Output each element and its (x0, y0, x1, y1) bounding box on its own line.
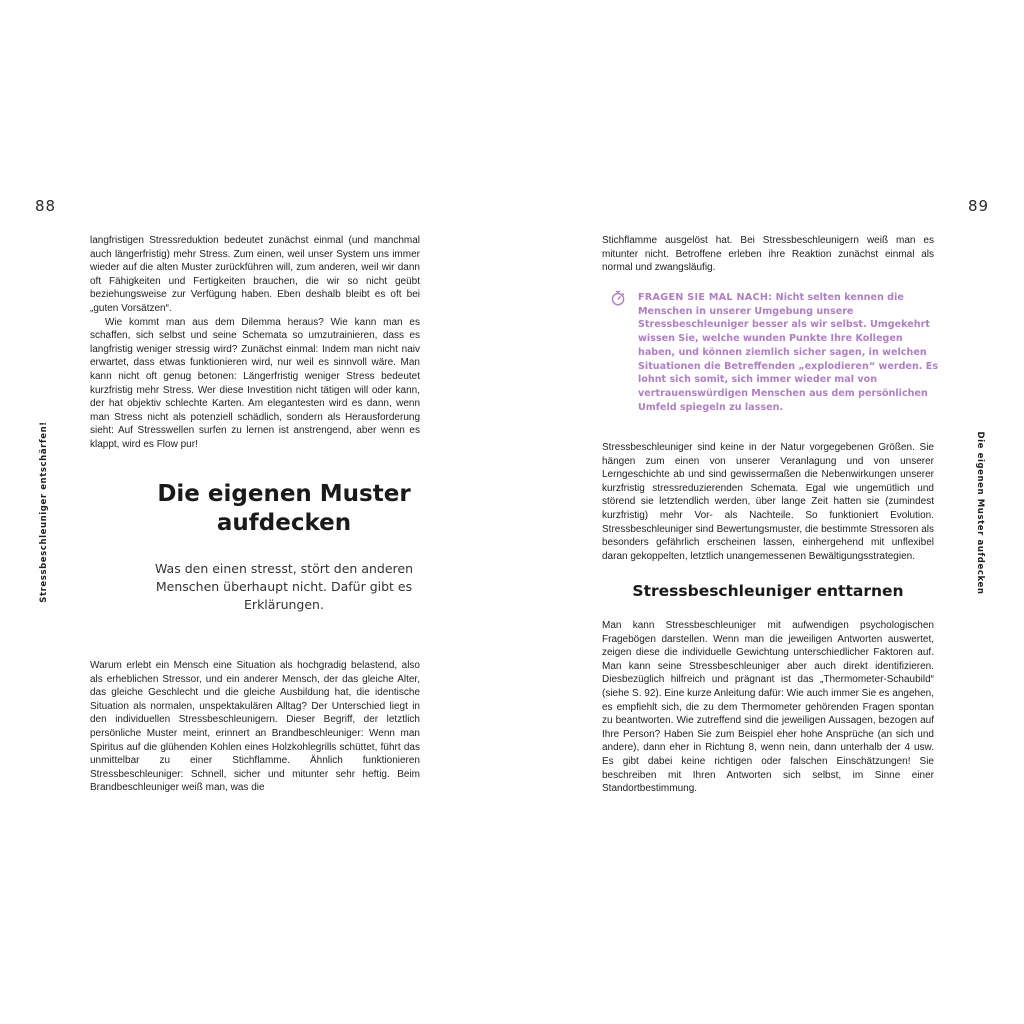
left-column-top (90, 234, 420, 452)
left-column-bottom (90, 659, 420, 795)
left-paragraph-2: Wie kommt man aus dem Dilemma heraus? Wie kann man es schaffen, sich selbst und seine Schemata so umzutrainieren, dass es langfristig weniger stressig wird? Zunächst einmal: Indem man nicht naiv erwartet, dass etwas funktionieren wird, nur weil es sinnvoll wäre. Man kann nicht oft genug betonen: Längerfristig weniger Stress bedeutet kurzfristig mehr Stress. Wer diese Investition nicht tätigen will oder kann, der hat objektiv schlechte Karten. Am elegantesten wird es dann, wenn man Stress nicht als potenziell schädlich, sondern als Herausforderung sieht: Auf Stresswellen surfen zu lernen ist anstrengend, aber wenn es klappt, wird es Flow pur! (90, 316, 420, 450)
page-number-left: 88 (35, 197, 57, 215)
right-column-top (602, 234, 934, 275)
running-head-right: Die eigenen Muster aufdecken (975, 431, 985, 595)
section-heading: Stressbeschleuniger enttarnen (632, 582, 904, 600)
running-head-left: Stressbeschleuniger entschärfen! (39, 421, 49, 603)
tip-text (638, 291, 940, 414)
chapter-lead: Was den einen stresst, stört den anderen Menschen überhaupt nicht. Dafür gibt es Erklärungen. (154, 561, 414, 612)
left-paragraph-3: Warum erlebt ein Mensch eine Situation als hochgradig belastend, also als erheblichen Stressor, und ein anderer Mensch, der das gleiche Alter, das gleiche Geschlecht und die gleiche Ausbildung hat, die identische Situation als normalen, unspektakulären Alltag? Der Unterschied liegt in den individuellen Stressbeschleunigern. Dieser Begriff, der letztlich persönliche Muster meint, erinnert an Brandbeschleuniger: Wenn man Spiritus auf die glühenden Kohlen eines Holzkohlegrills schüttet, führt das unmittelbar zu einer Stichflamme. Ähnlich funktionieren Stressbeschleuniger: Schnell, sicher und mitunter sehr heftig. Beim Brandbeschleuniger weiß man, was die (90, 660, 420, 794)
page-number-right: 89 (968, 197, 990, 215)
left-paragraph-1: langfristigen Stressreduktion bedeutet zunächst einmal (und manchmal auch längerfristig) mehr Stress. Zum einen, weil unser System uns immer wieder auf die alten Muster zurückführen will, zum anderen, weil wir dann oft Fähigkeiten und Fertigkeiten brauchen, die wir so nicht geübt beziehungsweise zur Verfügung haben. Eben deshalb bleibt es oft bei „guten Vorsätzen“. (90, 235, 420, 314)
stopwatch-icon (610, 290, 626, 306)
chapter-title (90, 480, 478, 538)
right-column-bottom (602, 619, 934, 796)
right-column-middle (602, 441, 934, 563)
right-paragraph-1: Stichflamme ausgelöst hat. Bei Stressbeschleunigern weiß man es mitunter nicht. Betroffene erleben ihre Reaktion zunächst einmal als normal und zwangsläufig. (602, 235, 934, 274)
chapter-title-line-1: Die eigenen Muster (157, 481, 411, 507)
tip-body: Nicht selten kennen die Menschen in unserer Umgebung unsere Stressbeschleuniger besser als wir selbst. Umgekehrt wissen Sie, welche wunden Punkte Ihre Kollegen haben, und können ziemlich sicher sagen, in welchen Situationen die Betreffenden „explodieren“ werden. Es lohnt sich somit, sich immer wieder mal von vertrauenswürdigen Menschen aus dem persönlichen Umfeld spiegeln zu lassen. (638, 292, 939, 413)
chapter-title-line-2: aufdecken (216, 510, 352, 536)
tip-label: FRAGEN SIE MAL NACH: (638, 292, 773, 303)
right-paragraph-3: Man kann Stressbeschleuniger mit aufwendigen psychologischen Fragebögen darstellen. Wenn man die jeweiligen Antworten auswertet, zeigen diese die individuelle Gewichtung unterschiedlicher Faktoren auf. Man kann seine Stressbeschleuniger aber auch direkt identifizieren. Diesbezüglich hilfreich und prägnant ist das „Thermometer-Schaubild“ (siehe S. 92). Eine kurze Anleitung dafür: Wie auch immer Sie es angehen, es empfiehlt sich, die zu dem Thermometer gehörenden Fragen spontan zu beantworten. Wie zutreffend sind die jeweiligen Aussagen, bezogen auf Ihre Person? Haben Sie zum Beispiel eher hohe Ansprüche (an sich und andere), dann eher in Richtung 8, wenn nein, dann unterhalb der 4 usw. Es gibt dabei keine richtigen oder falschen Einschätzungen! Sie beschreiben mit Ihren Antworten sich selbst, im Sinne einer Standortbestimmung. (602, 620, 934, 795)
right-paragraph-2: Stressbeschleuniger sind keine in der Natur vorgegebenen Größen. Sie hängen zum einen von unserer Veranlagung und von unserer Lerngeschichte ab und sind gewissermaßen die Nebenwirkungen unserer kurzfristig stressreduzierenden Schemata. Egal wie ungemütlich und störend sie letztendlich werden, über lange Zeit hatten sie (zumindest kurzfristig) mehr Vor- als Nachteile. So funktioniert Evolution. Stressbeschleuniger sind Bewertungsmuster, die bestimmte Stressoren als besonders gefährlich erscheinen lassen, einhergehend mit unflexibel daran gekoppelten, letztlich unangemessenen Bewältigungsstrategien. (602, 442, 934, 562)
